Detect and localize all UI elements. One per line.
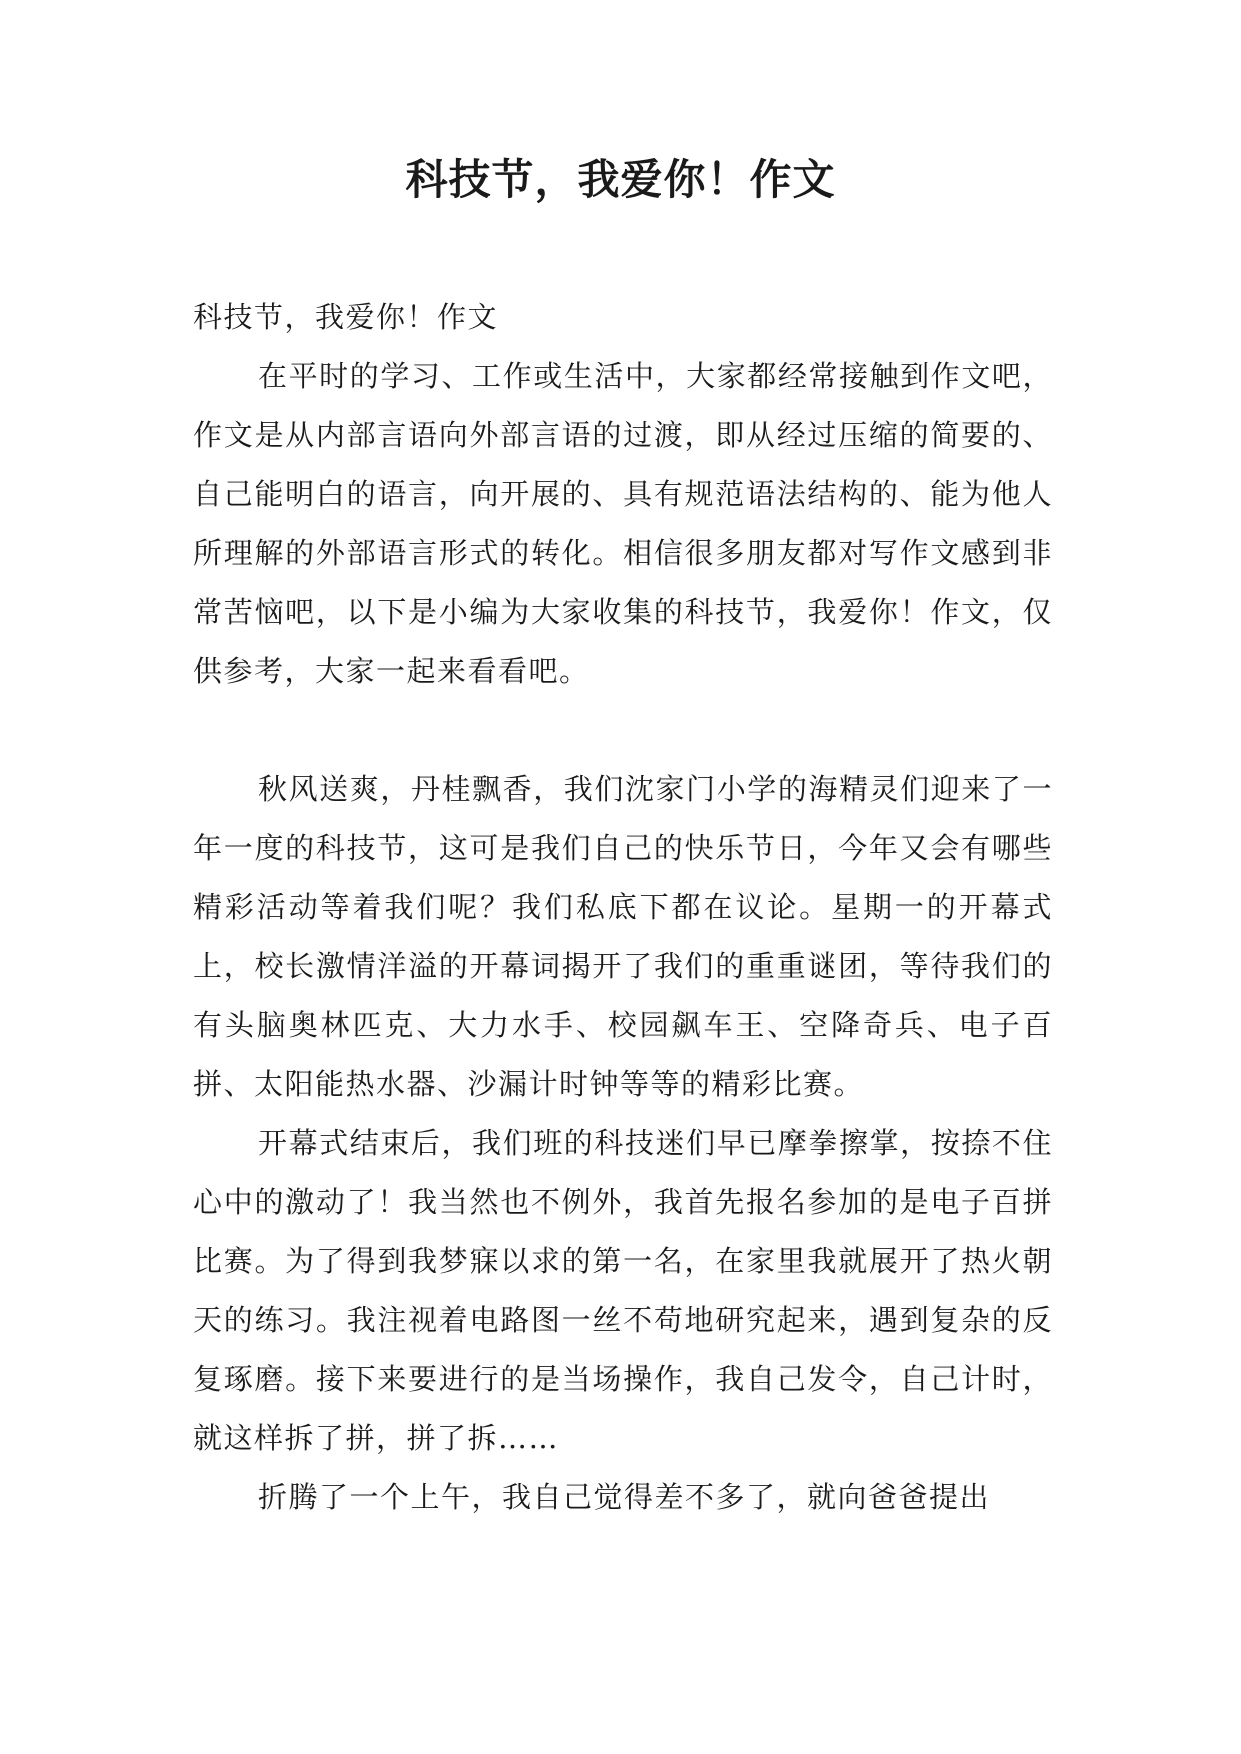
document-subtitle: 科技节，我爱你！作文: [193, 300, 499, 334]
document-title: 科技节，我爱你！作文: [405, 155, 836, 204]
paragraph-autumn: 秋风送爽，丹桂飘香，我们沈家门小学的海精灵们迎来了一年一度的科技节，这可是我们自己的快乐节日，今年又会有哪些精彩活动等着我们呢？我们私底下都在议论。星期一的开幕式上，校长激情洋溢的开幕词揭开了我们的重重谜团，等待我们的有头脑奥林匹克、大力水手、校园飙车王、空降奇兵、电子百拼、太阳能热水器、沙漏计时钟等等的精彩比赛。: [193, 772, 1053, 1101]
paragraph-opening-ceremony: 开幕式结束后，我们班的科技迷们早已摩拳擦掌，按捺不住心中的激动了！我当然也不例外，我首先报名参加的是电子百拼比赛。为了得到我梦寐以求的第一名，在家里我就展开了热火朝天的练习。我注视着电路图一丝不苟地研究起来，遇到复杂的反复琢磨。接下来要进行的是当场操作，我自己发令，自己计时，就这样拆了拼，拼了拆……: [193, 1126, 1053, 1455]
document-body: [193, 288, 1053, 1527]
paragraph-morning-practice: 折腾了一个上午，我自己觉得差不多了，就向爸爸提出: [258, 1480, 991, 1514]
paragraph-intro: 在平时的学习、工作或生活中，大家都经常接触到作文吧，作文是从内部言语向外部言语的过渡，即从经过压缩的简要的、自己能明白的语言，向开展的、具有规范语法结构的、能为他人所理解的外部语言形式的转化。相信很多朋友都对写作文感到非常苦恼吧，以下是小编为大家收集的科技节，我爱你！作文，仅供参考，大家一起来看看吧。: [193, 359, 1053, 688]
paragraph-spacer: [193, 701, 1053, 760]
